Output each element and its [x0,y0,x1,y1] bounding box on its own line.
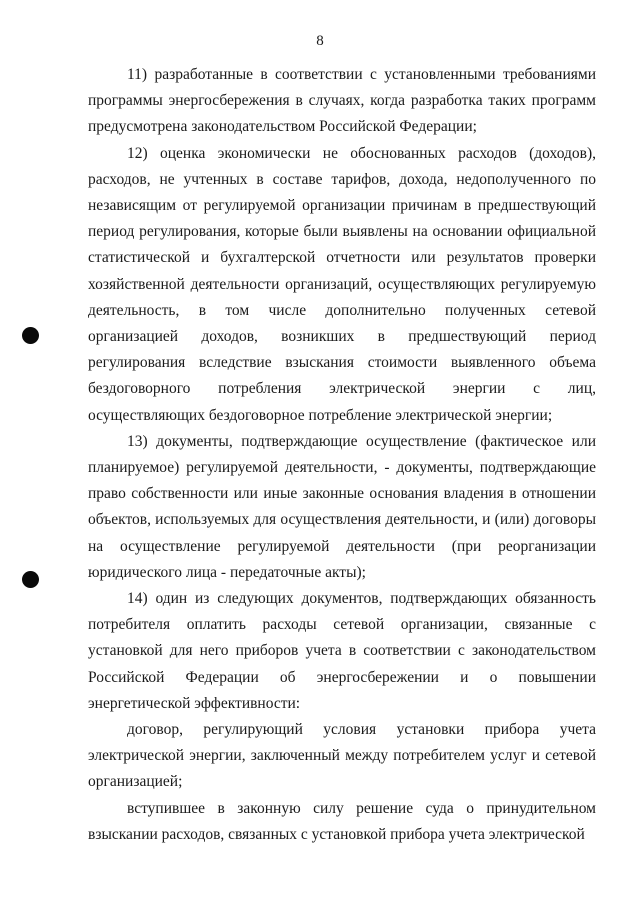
punch-hole-bottom [22,571,39,588]
paragraph-court-decision: вступившее в законную силу решение суда о принудительном взыскании расходов, связанных с установкой прибора учета электрической [88,799,596,843]
page-number: 8 [316,33,324,49]
punch-hole-top [22,327,39,344]
paragraph-item-12: 12) оценка экономически не обоснованных расходов (доходов), расходов, не учтенных в составе тарифов, дохода, недополученного по независящим от регулируемой организации причинам в предшествующий период регулирования, которые были выявлены на основании официальной статистической и бухгалтерской отчетности или результатов проверки хозяйственной деятельности организаций, осуществляющих регулируемую деятельность, в том числе дополнительно полученных сетевой организацией доходов, возникших в предшествующий период регулирования вследствие взыскания стоимости выявленного объема бездоговорного потребления электрической энергии с лиц, осуществляющих бездоговорное потребление электрической энергии; [88,144,596,424]
paragraph-item-13: 13) документы, подтверждающие осуществление (фактическое или планируемое) регулируемой деятельности, - документы, подтверждающие право собственности или иные законные основания владения в отношении объектов, используемых для осуществления деятельности, и (или) договоры на осуществление регулируемой деятельности (при реорганизации юридического лица - передаточные акты); [88,432,596,581]
paragraph-agreement: договор, регулирующий условия установки прибора учета электрической энергии, заключенный между потребителем услуг и сетевой организацией; [88,721,596,791]
paragraph-item-14: 14) один из следующих документов, подтверждающих обязанность потребителя оплатить расходы сетевой организации, связанные с установкой для него приборов учета в соответствии с законодательством Российской Федерации об энергосбережении и о повышении энергетической эффективности: [88,590,596,712]
document-body [88,62,596,848]
paragraph-item-11: 11) разработанные в соответствии с установленными требованиями программы энергосбережения в случаях, когда разработка таких программ предусмотрена законодательством Российской Федерации; [88,66,596,136]
